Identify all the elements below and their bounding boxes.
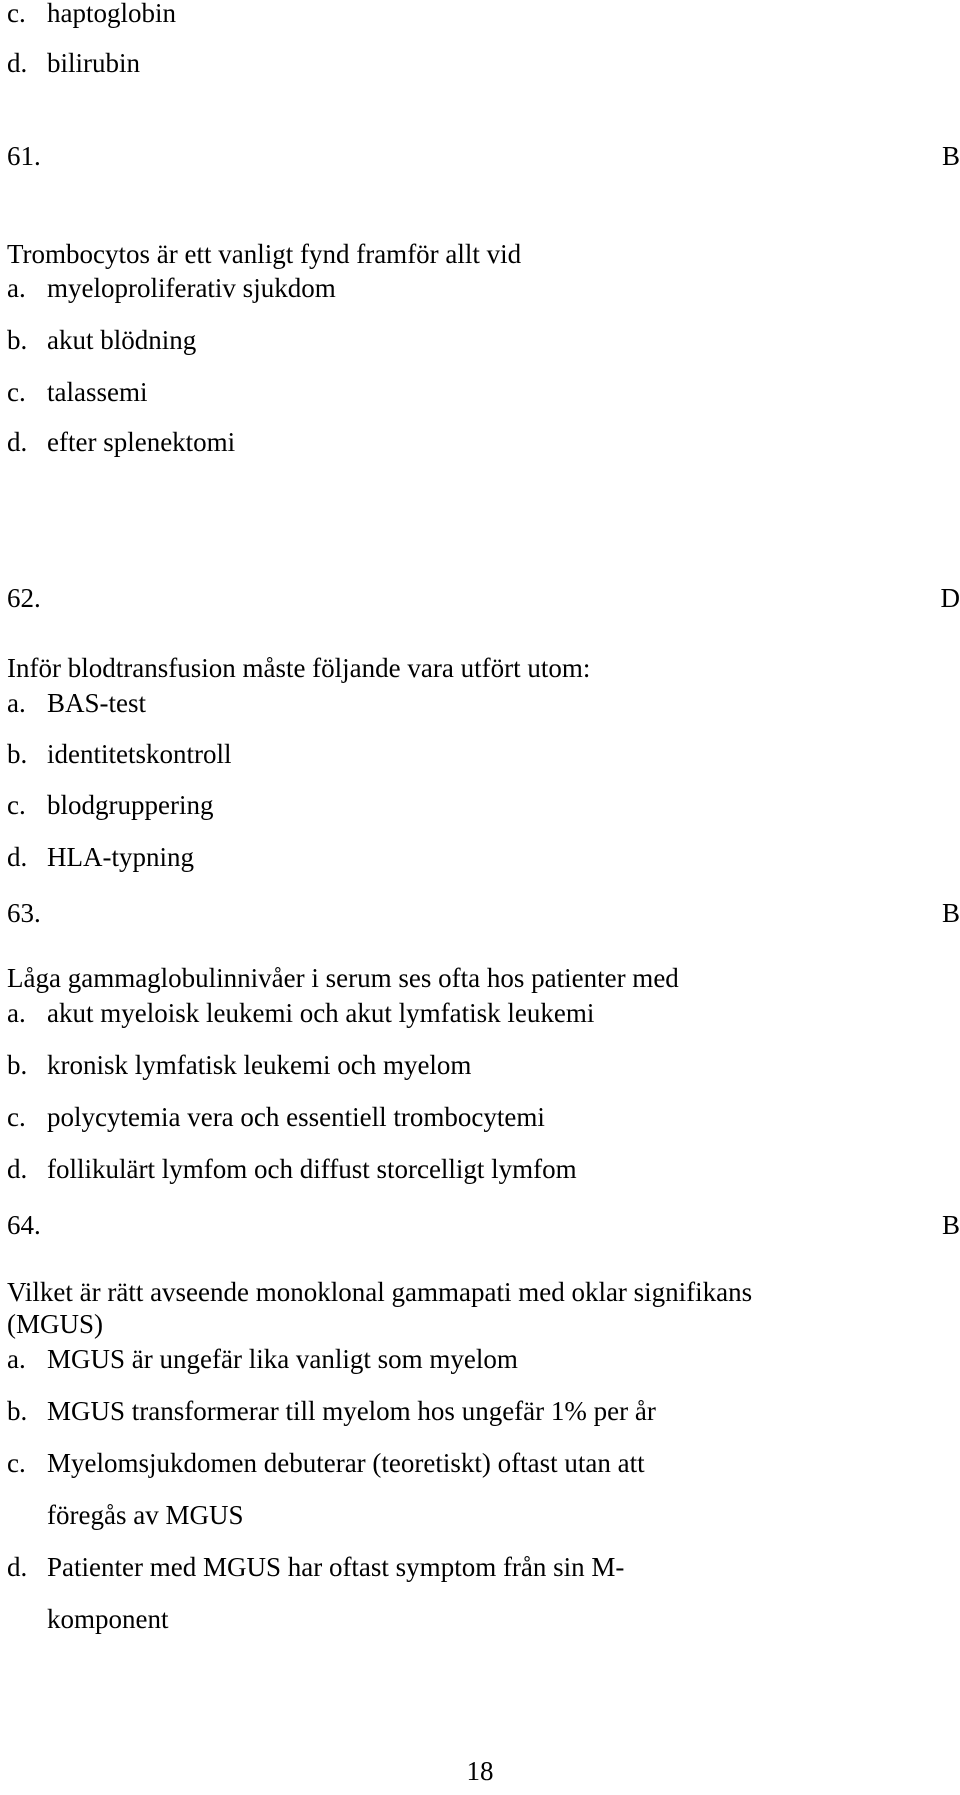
- question-number: 63.: [7, 898, 41, 928]
- option-text: bilirubin: [47, 48, 140, 78]
- question-stem: Trombocytos är ett vanligt fynd framför allt vid: [7, 239, 522, 269]
- option-letter: c.: [7, 790, 26, 820]
- option-letter: d.: [7, 842, 28, 872]
- question-stem: Inför blodtransfusion måste följande vara utfört utom:: [7, 653, 591, 683]
- question-number: 62.: [7, 583, 41, 613]
- option-text: HLA-typning: [47, 842, 194, 872]
- option-letter: b.: [7, 739, 28, 769]
- option-text: talassemi: [47, 377, 148, 407]
- option-text: akut myeloisk leukemi och akut lymfatisk leukemi: [47, 998, 595, 1028]
- option-text: efter splenektomi: [47, 427, 236, 457]
- answer-key: B: [941, 1210, 960, 1240]
- option-text: myeloproliferativ sjukdom: [47, 273, 336, 303]
- option-text: BAS-test: [47, 688, 147, 718]
- option-text-continued: föregås av MGUS: [47, 1500, 244, 1530]
- option-letter: b.: [7, 325, 28, 355]
- answer-key: B: [941, 898, 960, 928]
- option-text-continued: komponent: [47, 1604, 169, 1634]
- option-text: follikulärt lymfom och diffust storcelligt lymfom: [47, 1154, 577, 1184]
- option-letter: d.: [7, 48, 28, 78]
- option-letter: b.: [7, 1396, 28, 1426]
- option-text: kronisk lymfatisk leukemi och myelom: [47, 1050, 472, 1080]
- option-text: MGUS är ungefär lika vanligt som myelom: [47, 1344, 518, 1374]
- page-number: 18: [466, 1756, 494, 1786]
- option-letter: c.: [7, 1448, 26, 1478]
- option-letter: c.: [7, 377, 26, 407]
- option-letter: a.: [7, 998, 26, 1028]
- option-letter: a.: [7, 688, 26, 718]
- option-letter: c.: [7, 0, 26, 28]
- option-letter: b.: [7, 1050, 28, 1080]
- question-stem: Låga gammaglobulinnivåer i serum ses ofta hos patienter med: [7, 963, 679, 993]
- option-text: blodgruppering: [47, 790, 214, 820]
- option-letter: a.: [7, 1344, 26, 1374]
- option-letter: d.: [7, 1552, 28, 1582]
- option-text: identitetskontroll: [47, 739, 232, 769]
- option-text: Myelomsjukdomen debuterar (teoretiskt) oftast utan att: [47, 1448, 645, 1478]
- option-text: haptoglobin: [47, 0, 176, 28]
- answer-key: B: [941, 141, 960, 171]
- option-letter: c.: [7, 1102, 26, 1132]
- option-text: polycytemia vera och essentiell trombocytemi: [47, 1102, 545, 1132]
- answer-key: D: [940, 583, 960, 613]
- option-letter: a.: [7, 273, 26, 303]
- option-text: MGUS transformerar till myelom hos ungefär 1% per år: [47, 1396, 656, 1426]
- question-stem: Vilket är rätt avseende monoklonal gammapati med oklar signifikans: [7, 1277, 753, 1307]
- option-letter: d.: [7, 1154, 28, 1184]
- option-text: akut blödning: [47, 325, 197, 355]
- question-number: 61.: [7, 141, 41, 171]
- question-stem: (MGUS): [7, 1309, 104, 1339]
- option-letter: d.: [7, 427, 28, 457]
- question-number: 64.: [7, 1210, 41, 1240]
- option-text: Patienter med MGUS har oftast symptom från sin M-: [47, 1552, 625, 1582]
